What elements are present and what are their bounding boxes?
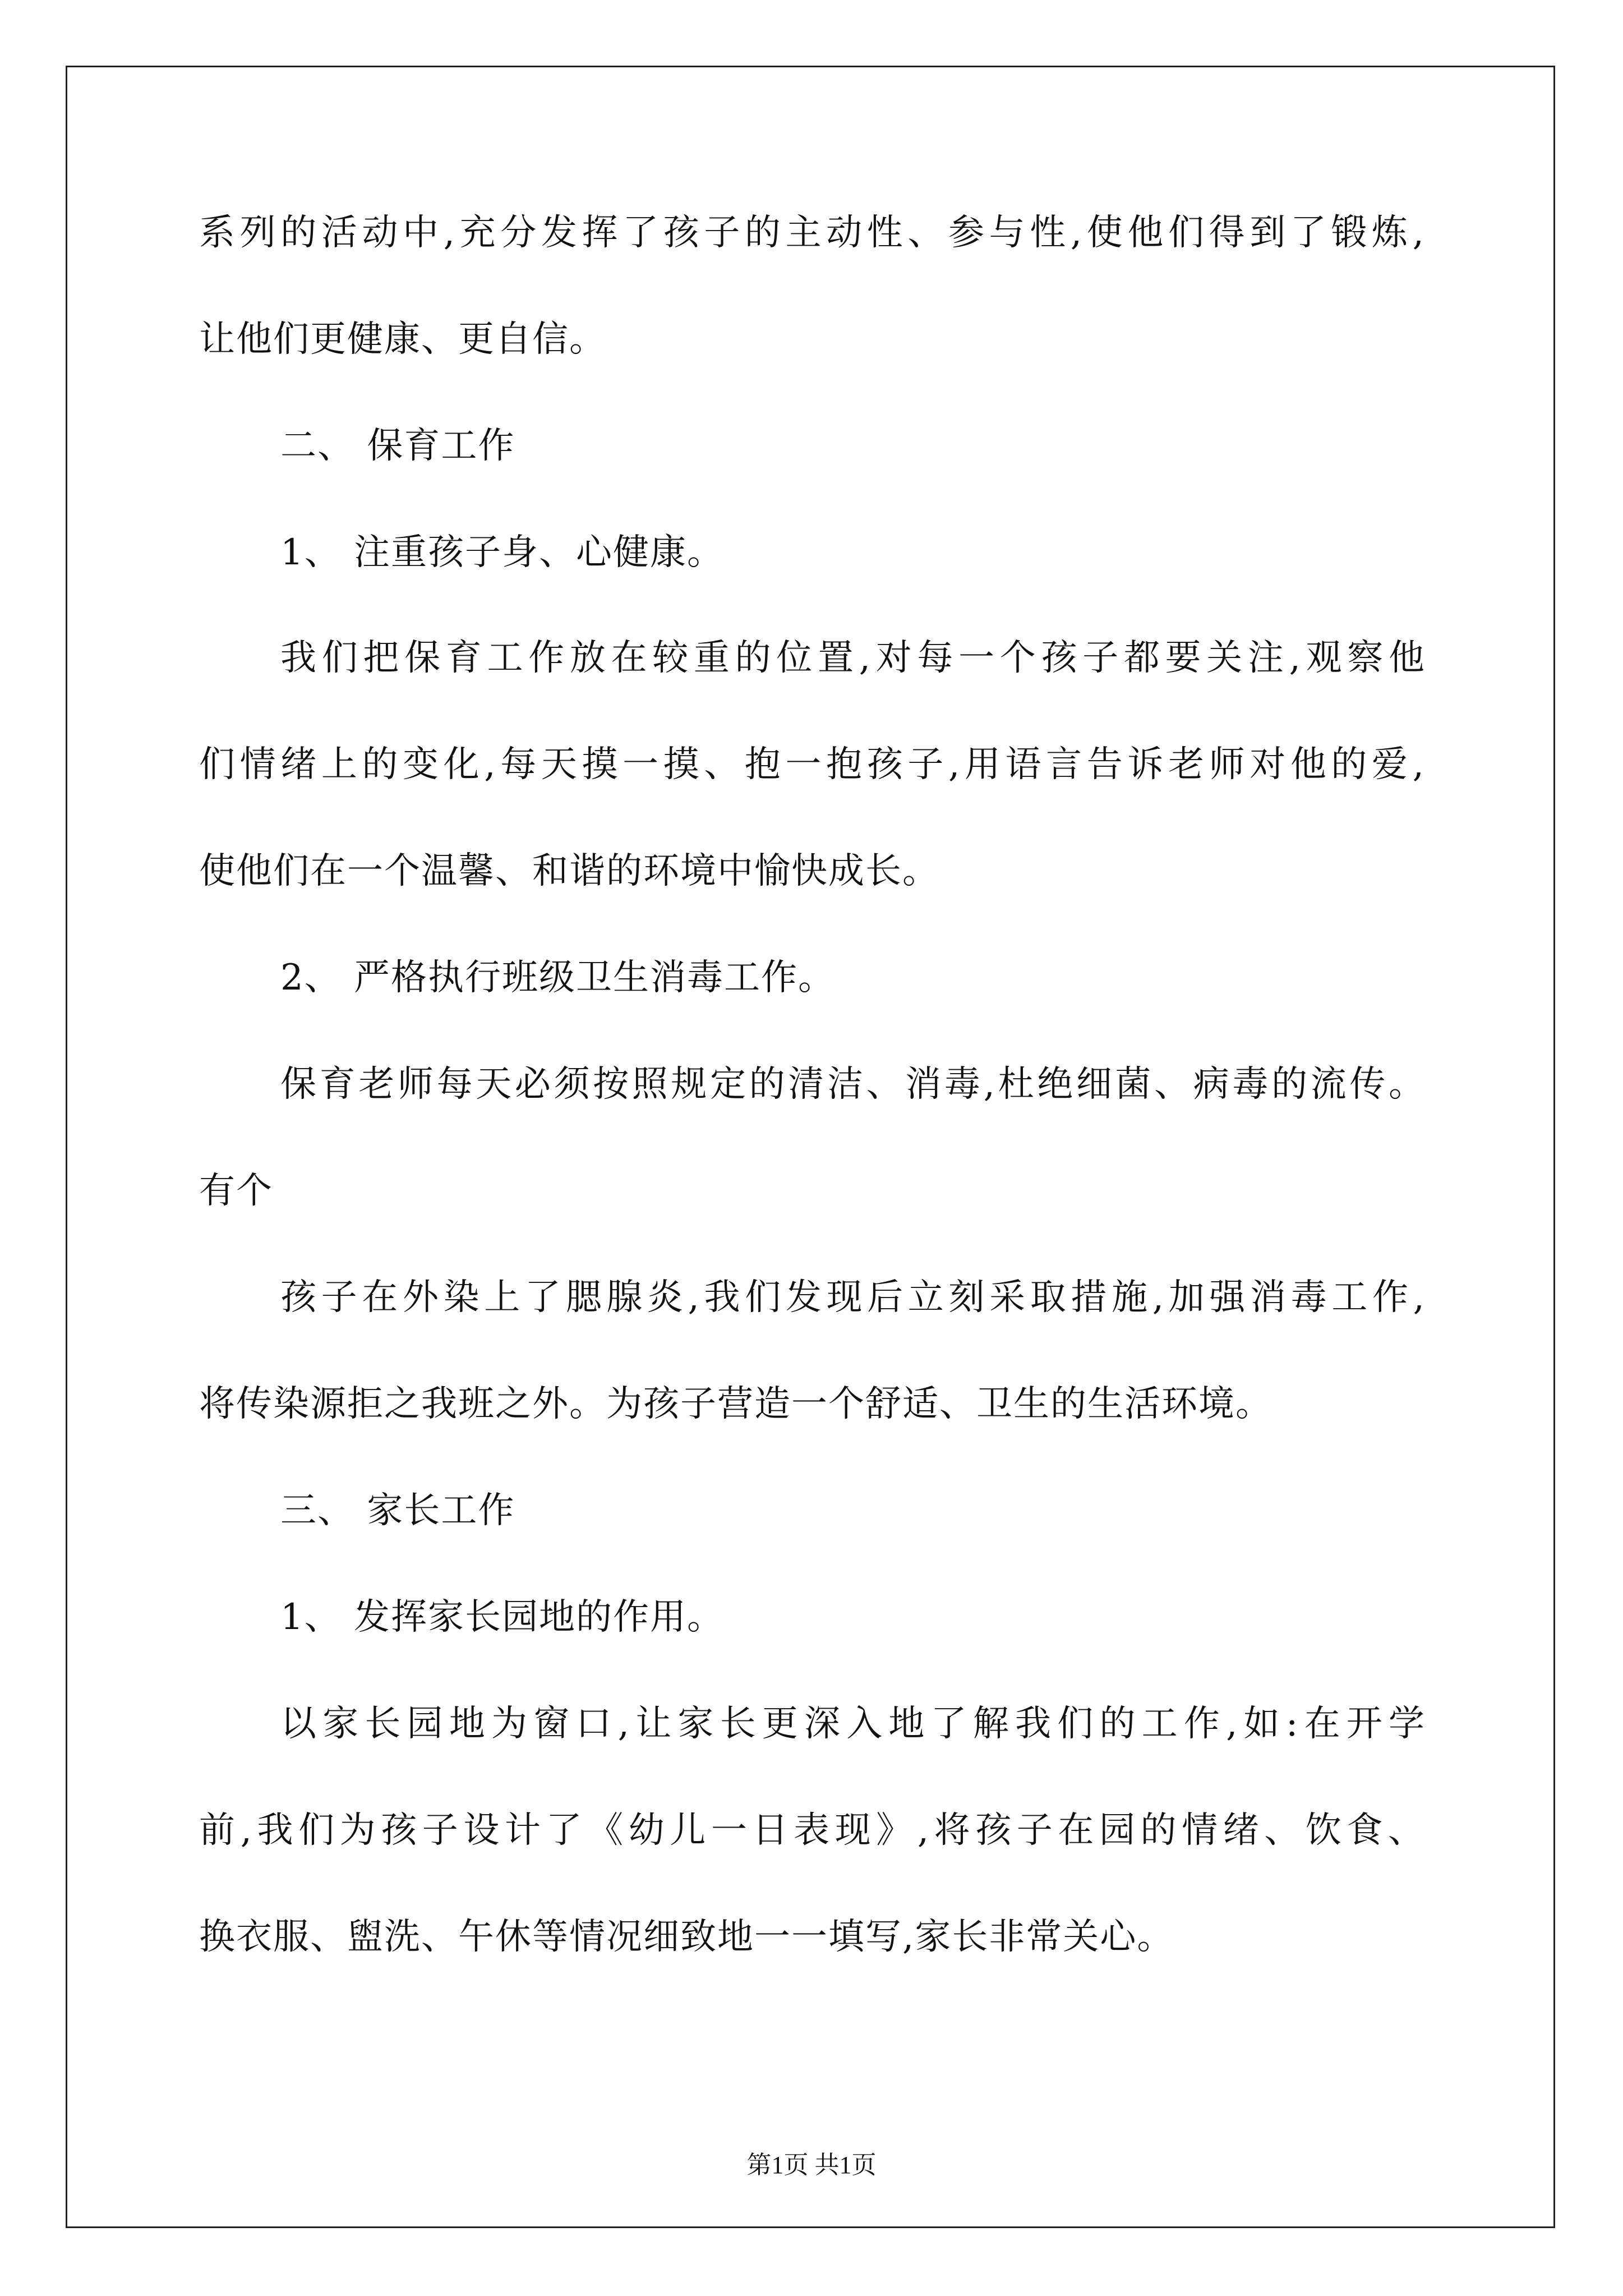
paragraph-line: 有个 [199, 1170, 273, 1212]
section-heading: 二、 保育工作 [280, 425, 515, 467]
section-heading: 三、 家长工作 [280, 1490, 515, 1531]
paragraph-line: 保育老师每天必须按照规定的清洁、消毒,杜绝细菌、病毒的流传。 [280, 1064, 1424, 1105]
paragraph-line: 换衣服、盥洗、午休等情况细致地一一填写,家长非常关心。 [199, 1916, 1174, 1958]
subsection-heading: 1、 注重孩子身、心健康。 [280, 532, 725, 573]
subsection-heading: 2、 严格执行班级卫生消毒工作。 [280, 957, 836, 999]
paragraph-line: 前,我们为孩子设计了《幼儿一日表现》,将孩子在园的情绪、饮食、 [199, 1810, 1424, 1851]
paragraph-line: 让他们更健康、更自信。 [199, 319, 606, 360]
page-border [66, 66, 1555, 2228]
paragraph-line: 孩子在外染上了腮腺炎,我们发现后立刻采取措施,加强消毒工作, [280, 1277, 1424, 1318]
page-footer: 第1页 共1页 [746, 2151, 877, 2179]
paragraph-line: 系列的活动中,充分发挥了孩子的主动性、参与性,使他们得到了锻炼, [199, 212, 1424, 254]
paragraph-line: 将传染源拒之我班之外。为孩子营造一个舒适、卫生的生活环境。 [199, 1383, 1272, 1425]
paragraph-line: 们情绪上的变化,每天摸一摸、抱一抱孩子,用语言告诉老师对他的爱, [199, 744, 1424, 785]
paragraph-line: 我们把保育工作放在较重的位置,对每一个孩子都要关注,观察他 [280, 637, 1424, 679]
paragraph-line: 使他们在一个温馨、和谐的环境中愉快成长。 [199, 850, 939, 892]
paragraph-line: 以家长园地为窗口,让家长更深入地了解我们的工作,如:在开学 [280, 1703, 1424, 1745]
subsection-heading: 1、 发挥家长园地的作用。 [280, 1596, 725, 1638]
